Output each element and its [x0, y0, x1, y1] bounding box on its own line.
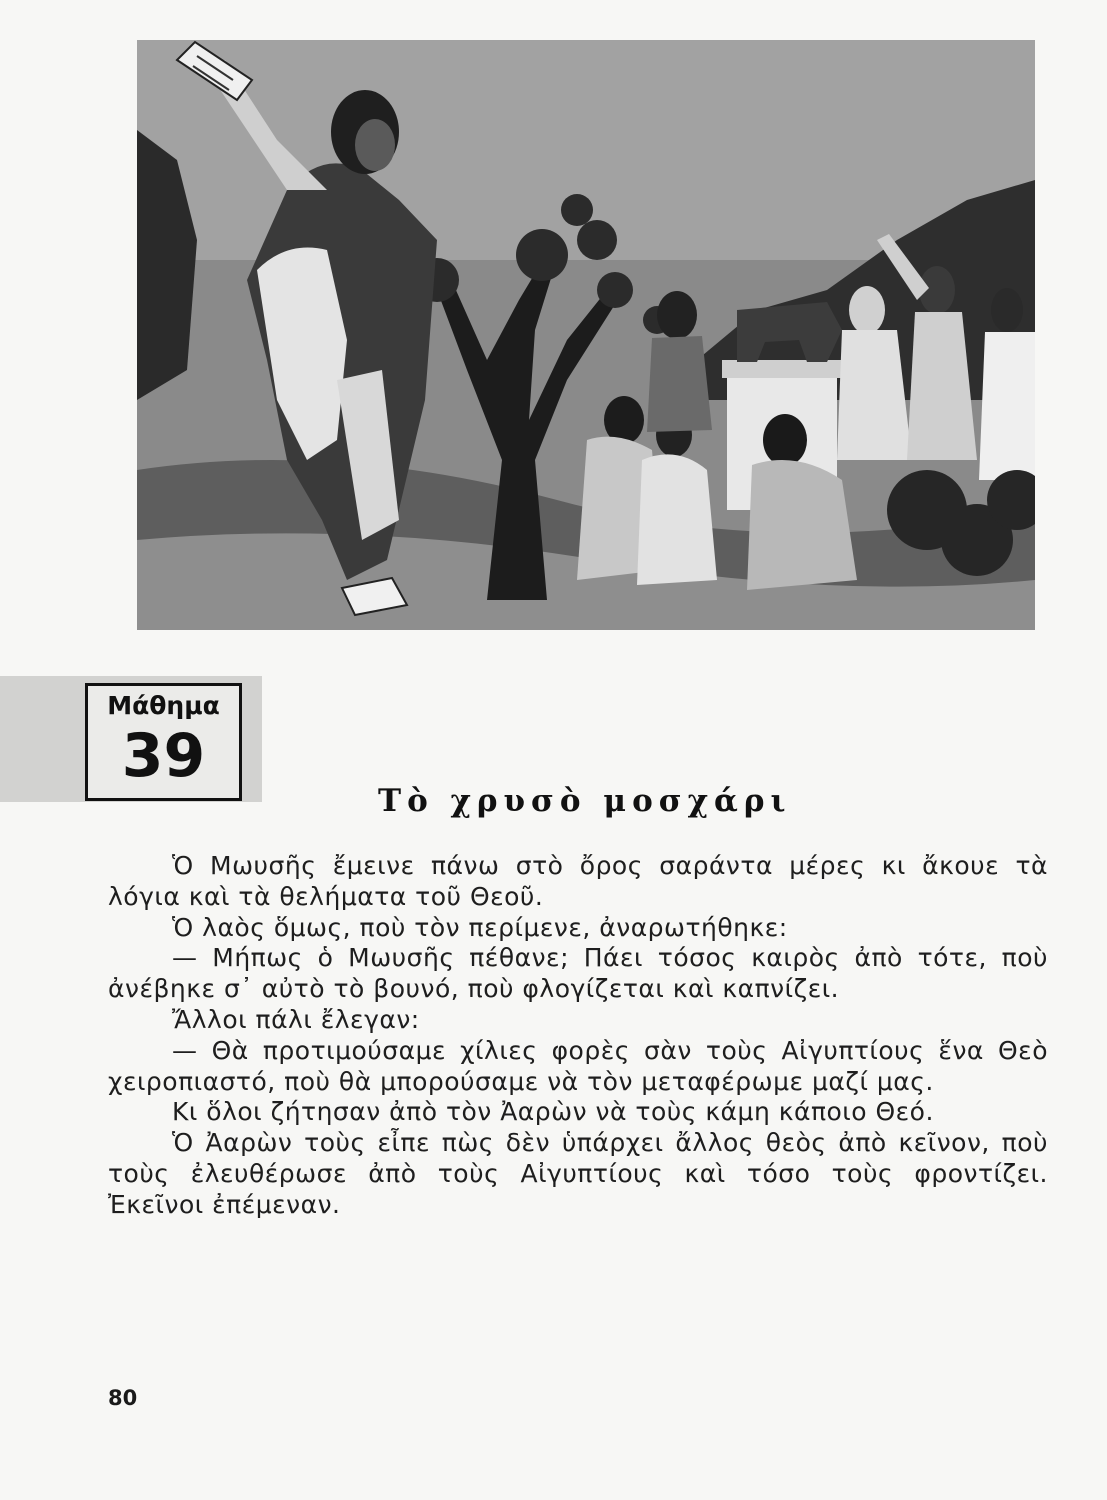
- story-paragraph: Ἄλλοι πάλι ἔλεγαν:: [172, 1004, 420, 1034]
- lesson-title: Τὸ χρυσὸ μοσχάρι: [378, 783, 792, 819]
- moses-breaking-tablets-golden-calf-icon: [137, 40, 1035, 630]
- story-text: [108, 851, 1048, 1221]
- lesson-label: Μάθημα: [107, 691, 220, 720]
- story-paragraph: — Θὰ προτιμούσαμε χίλιες φορὲς σὰν τοὺς Αἰγυπτίους ἕνα Θεὸ χειροπιαστό, ποὺ θὰ μπορούσαμε νὰ τὸν μεταφέρωμε μαζί μας.: [108, 1035, 1048, 1096]
- story-paragraph: Ὁ Μωυσῆς ἔμεινε πάνω στὸ ὄρος σαράντα μέρες κι ἄκουε τὰ λόγια καὶ τὰ θελήματα τοῦ Θεοῦ.: [108, 851, 1048, 911]
- story-paragraph: Ὁ Ἀαρὼν τοὺς εἶπε πὼς δὲν ὑπάρχει ἄλλος θεὸς ἀπὸ κεῖνον, ποὺ τοὺς ἐλευθέρωσε ἀπὸ τοὺς Αἰγυπτίους καὶ τόσο τοὺς φροντίζει. Ἐκεῖνοι ἐπέμεναν.: [108, 1128, 1048, 1219]
- story-paragraph: Κι ὅλοι ζήτησαν ἀπὸ τὸν Ἀαρὼν νὰ τοὺς κάμη κάποιο Θεό.: [172, 1097, 934, 1127]
- lesson-number: 39: [121, 721, 206, 791]
- page-number: 80: [108, 1386, 138, 1410]
- illustration-moses-golden-calf: [137, 40, 1035, 630]
- lesson-badge: [85, 683, 242, 801]
- story-paragraph: Ὁ λαὸς ὅμως, ποὺ τὸν περίμενε, ἀναρωτήθηκε:: [172, 912, 788, 942]
- story-paragraph: — Μήπως ὁ Μωυσῆς πέθανε; Πάει τόσος καιρὸς ἀπὸ τότε, ποὺ ἀνέβηκε σ᾽ αὐτὸ τὸ βουνό, ποὺ φλογίζεται καὶ καπνίζει.: [108, 943, 1048, 1004]
